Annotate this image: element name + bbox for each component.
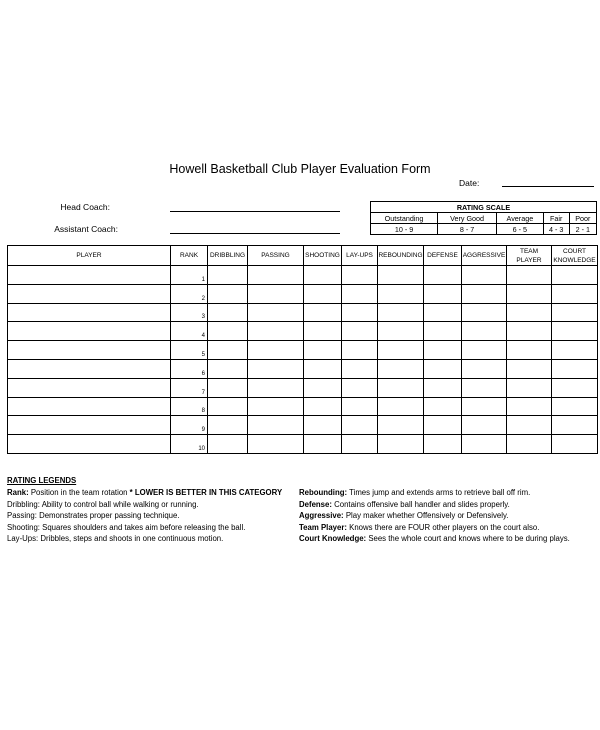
score-cell[interactable]: [378, 416, 424, 435]
legend-item: [299, 522, 570, 534]
score-cell[interactable]: [507, 397, 552, 416]
score-cell[interactable]: [378, 397, 424, 416]
player-cell[interactable]: [8, 322, 171, 341]
rating-level-label: Fair: [543, 213, 569, 224]
column-header: REBOUNDING: [378, 246, 424, 266]
legend-text: Dribbles, steps and shoots in one continuous motion.: [40, 534, 224, 544]
rank-cell[interactable]: 9: [171, 416, 208, 435]
head-coach-label: Head Coach:: [60, 202, 110, 212]
score-cell[interactable]: [248, 284, 304, 303]
score-cell[interactable]: [248, 397, 304, 416]
score-cell[interactable]: [208, 266, 248, 285]
score-cell[interactable]: [424, 435, 462, 454]
date-field[interactable]: [502, 186, 594, 187]
head-coach-field[interactable]: [170, 211, 340, 212]
score-cell[interactable]: [378, 359, 424, 378]
score-cell[interactable]: [304, 284, 342, 303]
table-row: [8, 416, 598, 435]
column-header: DEFENSE: [424, 246, 462, 266]
rating-level-range: 6 - 5: [497, 224, 544, 235]
table-row: [8, 435, 598, 454]
column-header: LAY-UPS: [342, 246, 378, 266]
legend-term: Lay-Ups:: [7, 534, 39, 544]
score-cell[interactable]: [462, 435, 507, 454]
legend-right-column: [299, 487, 570, 545]
rating-level-label: Average: [497, 213, 544, 224]
legend-term: Dribbling:: [7, 499, 40, 509]
rating-level-range: 8 - 7: [438, 224, 497, 235]
score-cell[interactable]: [424, 303, 462, 322]
legend-item: [7, 510, 282, 522]
rank-cell[interactable]: 1: [171, 266, 208, 285]
legend-term: Court Knowledge:: [299, 534, 367, 544]
score-cell[interactable]: [424, 266, 462, 285]
table-row: [8, 284, 598, 303]
column-header: RANK: [171, 246, 208, 266]
score-cell[interactable]: [304, 416, 342, 435]
score-cell[interactable]: [552, 416, 598, 435]
score-cell[interactable]: [208, 416, 248, 435]
player-cell[interactable]: [8, 341, 171, 360]
score-cell[interactable]: [552, 303, 598, 322]
legend-text: Knows there are FOUR other players on the court also.: [349, 522, 540, 532]
score-cell[interactable]: [424, 397, 462, 416]
score-cell[interactable]: [507, 341, 552, 360]
legend-item: [299, 499, 570, 511]
score-cell[interactable]: [208, 322, 248, 341]
rank-cell[interactable]: 2: [171, 284, 208, 303]
score-cell[interactable]: [462, 341, 507, 360]
form-title: Howell Basketball Club Player Evaluation Form: [169, 162, 431, 176]
score-cell[interactable]: [462, 416, 507, 435]
legend-item: [7, 522, 282, 534]
score-cell[interactable]: [424, 322, 462, 341]
table-row: [8, 303, 598, 322]
rating-level-range: 4 - 3: [543, 224, 569, 235]
column-header: AGGRESSIVE: [462, 246, 507, 266]
score-cell[interactable]: [552, 341, 598, 360]
score-cell[interactable]: [248, 378, 304, 397]
score-cell[interactable]: [462, 303, 507, 322]
score-cell[interactable]: [378, 266, 424, 285]
table-row: [8, 359, 598, 378]
score-cell[interactable]: [304, 397, 342, 416]
rating-level-label: Poor: [569, 213, 596, 224]
score-cell[interactable]: [507, 322, 552, 341]
rating-level-range: 2 - 1: [569, 224, 596, 235]
table-row: [8, 378, 598, 397]
score-cell[interactable]: [424, 284, 462, 303]
score-cell[interactable]: [378, 378, 424, 397]
score-cell[interactable]: [342, 416, 378, 435]
legend-left-column: [7, 487, 282, 545]
legend-item: [7, 487, 282, 499]
rank-cell[interactable]: 3: [171, 303, 208, 322]
score-cell[interactable]: [342, 284, 378, 303]
table-row: [8, 322, 598, 341]
column-header: COURT KNOWLEDGE: [553, 247, 596, 264]
score-cell[interactable]: [507, 359, 552, 378]
table-row: [8, 266, 598, 285]
player-cell[interactable]: [8, 359, 171, 378]
table-header-row: [8, 246, 598, 266]
score-cell[interactable]: [378, 341, 424, 360]
score-cell[interactable]: [304, 266, 342, 285]
score-cell[interactable]: [248, 435, 304, 454]
score-cell[interactable]: [342, 397, 378, 416]
score-cell[interactable]: [304, 322, 342, 341]
player-cell[interactable]: [8, 435, 171, 454]
score-cell[interactable]: [248, 266, 304, 285]
score-cell[interactable]: [507, 303, 552, 322]
score-cell[interactable]: [552, 378, 598, 397]
score-cell[interactable]: [462, 359, 507, 378]
score-cell[interactable]: [507, 378, 552, 397]
score-cell[interactable]: [208, 359, 248, 378]
rating-scale-table: [370, 201, 597, 235]
score-cell[interactable]: [507, 416, 552, 435]
legend-text: Squares shoulders and takes aim before releasing the ball.: [42, 522, 246, 532]
score-cell[interactable]: [304, 303, 342, 322]
rank-cell[interactable]: 5: [171, 341, 208, 360]
rank-cell[interactable]: 8: [171, 397, 208, 416]
table-row: [8, 341, 598, 360]
player-cell[interactable]: [8, 378, 171, 397]
rating-scale-title: RATING SCALE: [371, 202, 597, 213]
score-cell[interactable]: [248, 416, 304, 435]
legend-term: Defense:: [299, 499, 332, 509]
player-cell[interactable]: [8, 266, 171, 285]
score-cell[interactable]: [507, 284, 552, 303]
score-cell[interactable]: [378, 284, 424, 303]
score-cell[interactable]: [248, 322, 304, 341]
score-cell[interactable]: [208, 303, 248, 322]
legend-term: Rebounding:: [299, 488, 348, 497]
legend-text: Times jump and extends arms to retrieve ball off rim.: [349, 488, 531, 497]
score-cell[interactable]: [342, 303, 378, 322]
legend-item: [299, 510, 570, 522]
rank-cell[interactable]: 7: [171, 378, 208, 397]
legend-text: Sees the whole court and knows where to be during plays.: [368, 534, 570, 544]
column-header: DRIBBLING: [208, 246, 248, 266]
score-cell[interactable]: [248, 303, 304, 322]
player-cell[interactable]: [8, 416, 171, 435]
legend-text: Contains offensive ball handler and slides properly.: [334, 499, 510, 509]
score-cell[interactable]: [304, 435, 342, 454]
score-cell[interactable]: [424, 341, 462, 360]
legend-note: * LOWER IS BETTER IN THIS CATEGORY: [129, 488, 283, 497]
legend-term: Rank:: [7, 488, 29, 497]
column-header: PLAYER: [8, 246, 171, 266]
legend-term: Aggressive:: [299, 511, 344, 521]
score-cell[interactable]: [424, 378, 462, 397]
score-cell[interactable]: [462, 266, 507, 285]
score-cell[interactable]: [342, 435, 378, 454]
legend-text: Play maker whether Offensively or Defensively.: [345, 511, 509, 521]
score-cell[interactable]: [552, 397, 598, 416]
column-header: TEAM PLAYER: [507, 246, 552, 266]
score-cell[interactable]: [304, 378, 342, 397]
score-cell[interactable]: [248, 359, 304, 378]
column-header: SHOOTING: [304, 246, 342, 266]
rating-legends-title: RATING LEGENDS: [7, 476, 77, 485]
rank-cell[interactable]: 10: [171, 435, 208, 454]
score-cell[interactable]: [342, 341, 378, 360]
score-cell[interactable]: [208, 397, 248, 416]
date-label: Date:: [459, 178, 480, 188]
score-cell[interactable]: [552, 435, 598, 454]
score-cell[interactable]: [208, 341, 248, 360]
score-cell[interactable]: [304, 359, 342, 378]
legend-item: [299, 487, 570, 499]
rating-level-label: Outstanding: [371, 213, 438, 224]
score-cell[interactable]: [462, 322, 507, 341]
rating-level-range: 10 - 9: [371, 224, 438, 235]
score-cell[interactable]: [342, 266, 378, 285]
score-cell[interactable]: [462, 284, 507, 303]
score-cell[interactable]: [424, 416, 462, 435]
assistant-coach-label: Assistant Coach:: [54, 224, 118, 234]
player-cell[interactable]: [8, 303, 171, 322]
legend-text: Position in the team rotation: [30, 488, 128, 497]
score-cell[interactable]: [378, 322, 424, 341]
legend-item: [7, 533, 282, 545]
score-cell[interactable]: [342, 378, 378, 397]
score-cell[interactable]: [462, 378, 507, 397]
legend-text: Ability to control ball while walking or running.: [41, 499, 199, 509]
legend-term: Shooting:: [7, 522, 40, 532]
rating-level-label: Very Good: [438, 213, 497, 224]
score-cell[interactable]: [462, 397, 507, 416]
table-row: [8, 397, 598, 416]
evaluation-table: [7, 245, 598, 454]
score-cell[interactable]: [304, 341, 342, 360]
score-cell[interactable]: [208, 284, 248, 303]
score-cell[interactable]: [208, 378, 248, 397]
score-cell[interactable]: [552, 266, 598, 285]
legend-term: Passing:: [7, 511, 37, 521]
legend-text: Demonstrates proper passing technique.: [39, 511, 180, 521]
score-cell[interactable]: [378, 435, 424, 454]
score-cell[interactable]: [342, 322, 378, 341]
score-cell[interactable]: [552, 359, 598, 378]
player-cell[interactable]: [8, 397, 171, 416]
rank-cell[interactable]: 4: [171, 322, 208, 341]
player-cell[interactable]: [8, 284, 171, 303]
legend-item: [299, 533, 570, 545]
score-cell[interactable]: [208, 435, 248, 454]
rank-cell[interactable]: 6: [171, 359, 208, 378]
legend-term: Team Player:: [299, 522, 347, 532]
column-header: PASSING: [248, 246, 304, 266]
score-cell[interactable]: [248, 341, 304, 360]
score-cell[interactable]: [552, 322, 598, 341]
score-cell[interactable]: [507, 266, 552, 285]
score-cell[interactable]: [507, 435, 552, 454]
score-cell[interactable]: [378, 303, 424, 322]
score-cell[interactable]: [552, 284, 598, 303]
score-cell[interactable]: [424, 359, 462, 378]
legend-item: [7, 499, 282, 511]
score-cell[interactable]: [342, 359, 378, 378]
assistant-coach-field[interactable]: [170, 233, 340, 234]
